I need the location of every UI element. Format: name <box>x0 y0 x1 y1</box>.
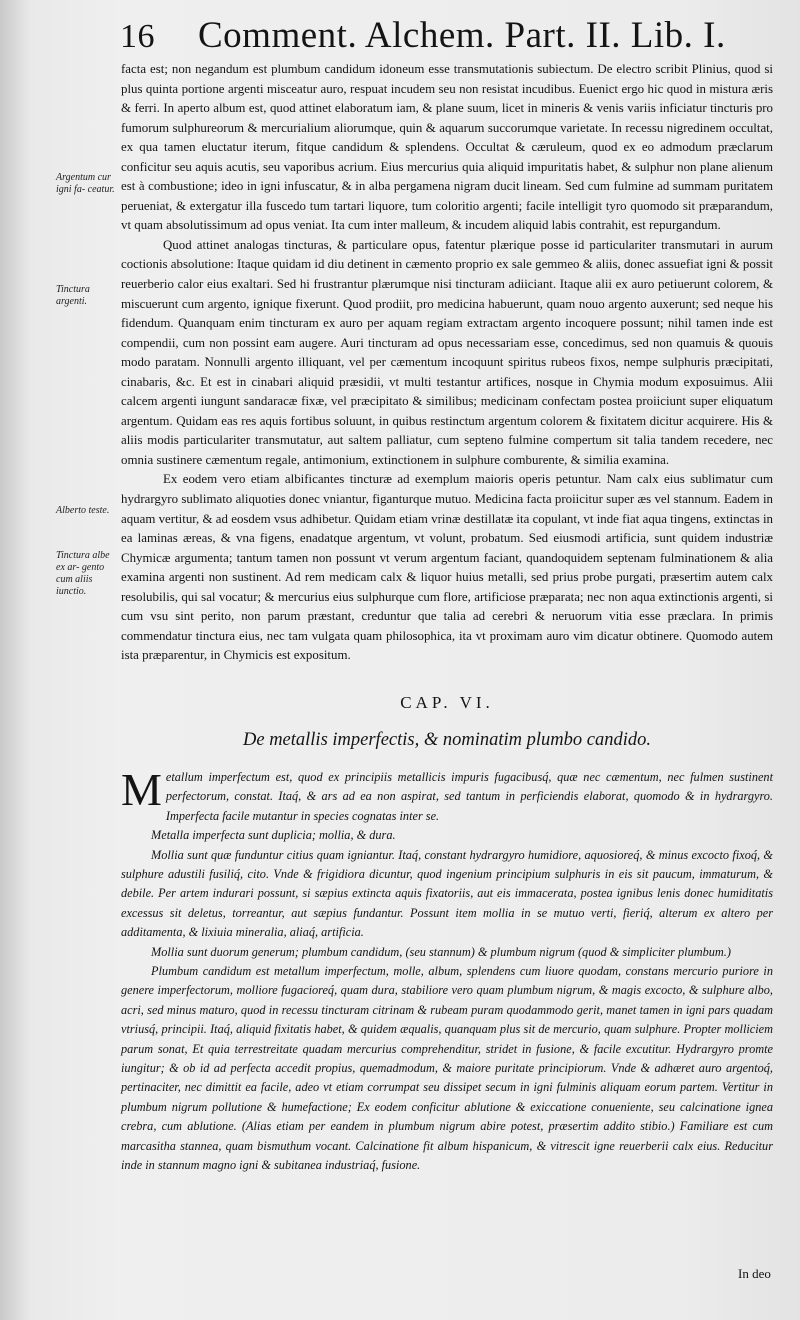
paragraph-text: etallum imperfectum est, quod ex principiis metallicis impuris fugacibusq́, quæ nec cæmentum, nec fulmen sustinent perfectorum, constat. Itaq́, & ars ad ea non aspirat, sed tantum in perficiendis elaborat, quomodo & in hydrargyro. Imperfecta facile mutantur in species cognatas inter se. <box>165 769 773 823</box>
margin-note-alberto: Alberto teste. <box>56 505 110 516</box>
paragraph: facta est; non negandum est plumbum candidum idoneum esse transmutationis subiectum. De electro scribit Plinius, quod si plus quinta portione argenti misceatur auro, respuat incudem seu non resistat incudibus. Euenict ergo hic quod in mistura æris & ferri. In aperto album est, quod attinet elaboratum iam, & plane suum, licet in mineris & venis variis inficiatur tincturis pro fumorum sulphureorum & mercurialium aliorumque, quin & aquarum succorumque varietate. In recessu nigredinem occultat, ex qua tamen eluctatur iterum, fitque candidum & splendens. Occultat & cæruleum, quod ex eo admodum præclarum conficitur seu aquis acutis, seu vaporibus acrium. Eius mercurius quia aliquid impuritatis habet, & sulphur non plane alienum est à combustione; ideo in igni infuscatur, & in alba pergamena nigram ducit lineam. Sed cum fulmine ad summam puritatem perueniat, & extergatur illa fuscedo tum tartari liquore, tum coloritio argenti; facile intelligit tyro quomodo sit præparandum, vt quam absolutissimum ad opus veniat. Ita cum inter malleum, & incudem aliquid labis contrahit, est repurgandum. <box>121 62 773 233</box>
running-head <box>120 14 760 59</box>
paragraph: Mollia sunt quæ funduntur citius quam igniantur. Itaq́, constant hydrargyro humidiore, aquosioreq́, & minus excocto fixoq́, & sulphure adustili fusiliq́, cito. Vnde & frigidiora dicuntur, quod ingenium principium sulphuris in eis sit paucum, immaturum, & debile. Per artem indurari possunt, si sæpius extincta aquis fixatoriis, aut eis immacerata, postea ignibus lenis donec humiditatis excessus sit deletus, torreantur, aut sæpius fundantur. Possunt item mollia in se mutuo verti, fieriq́, alterum ex altero per additamenta, & lixiuia mineralia, aliaq́, artificia. <box>121 847 773 940</box>
margin-note-tinctura-albe: Tinctura albe ex ar- gento cum aliis iunctio. <box>56 550 110 597</box>
paragraph: Metalla imperfecta sunt duplicia; mollia, & dura. <box>151 828 396 843</box>
paragraph: Ex eodem vero etiam albificantes tincturæ ad exemplum maioris operis petuntur. Nam calx eius sublimatur cum hydrargyro sublimato aliquoties donec vniantur, figanturque mutuo. Medicina facta proiicitur super æs vel stannum. Eadem in aquam vertitur, & ad eosdem vsus adhibetur. Quidam etiam vrinæ destillatæ ita copulant, vt inde fiat aqua tingens, extinctas in ea laminas æreas, & vna figens, enadatque argentum, vt volunt, probatum. Sed eiusmodi artificia, sunt quidem industriæ Chymicæ argumenta; tantum tamen non possunt vt verum argentum faciant, quandoquidem septenam fulminationem & alia examina argenti non sustinent. Ad rem medicam calx & liquor huius metalli, sed prius probe purgati, præsertim autem calx resolubilis, qui sal vocatur; & mercurius eius sulphurque cum flore, artificiose præparata; nec non aqua extinctionis argenti, si cum vsu sint perito, non parum præstant, creduntur que talia ad cerebri & neruorum vitia esse præclara. In primis commendatur tinctura eius, nec tam vulgata quam philosophica, ita vt proximam auro vim dicatur obtinere. Quomodo autem ista præparentur, in Chymicis est expositum. <box>121 472 773 663</box>
chapter-number: CAP. VI. <box>400 692 494 712</box>
page-title: Comment. Alchem. Part. II. Lib. I. <box>198 15 726 56</box>
margin-note-tinctura-argenti: Tinctura argenti. <box>56 284 90 307</box>
drop-cap: M <box>121 763 162 815</box>
italic-section <box>121 763 773 1176</box>
text-column <box>121 60 773 1175</box>
paragraph: Mollia sunt duorum generum; plumbum candidum, (seu stannum) & plumbum nigrum (quod & simpliciter plumbum.) <box>151 944 731 959</box>
chapter-title: De metallis imperfectis, & nominatim plumbo candido. <box>243 729 651 750</box>
page-number: 16 <box>120 18 155 55</box>
catchword: In deo <box>738 1266 771 1281</box>
margin-note-argentum: Argentum cur igni fa- ceatur. <box>56 172 115 195</box>
paragraph <box>121 763 773 826</box>
paragraph: Plumbum candidum est metallum imperfectum, molle, album, splendens cum liuore quodam, constans mercurio puriore in genere imperfectorum, molliore fugacioreq́, quam dura, stabiliore vero quam plumbum nigrum, & magis excocto, & sulphure albo, acri, sed minus maturo, quod in recessu tincturam citrinam & rubeam puram quodammodo gerit, manet tamen in igni pars quadam vtriusq́, principii. Itaq́, aliquid fixitatis habet, & quidem æqualis, quanquam plus sit de mercurio, quam sulphure. Propter molliciem parum sonat, Et quia terrestreitate quadam mercurius comprehenditur, stridet in fusione, & facile excutitur. Hydrargyro promte iungitur; & ob id ad perfecta accedit propius, quemadmodum, & maiore puritate principiorum. Vnde & adhæret auro argentoq́, pertinaciter, nec dimittit ea facile, adeo vt etiam corrumpat seu dissipet secum in igni fulminis aliquam eorum partem. Vertitur in plumbum nigrum pollutione & humefactione; Ex eodem conficitur ablutione & exiccatione conueniente, seu calcinatione ignea crebra, cum ablutione. (Alias etiam per eandem in plumbum nigrum abire potest, præsertim addito stibio.) Familiare est cum marcasitha stannea, quam bismuthum vocant. Calcinatione fit album hispanicum, & vitrescit igne reuerberii calx eius. Reducitur inde in stannum magno igni & subitanea industriaq́, fusione. <box>121 964 773 1173</box>
paragraph: Quod attinet analogas tincturas, & particulare opus, fatentur plærique posse id particulariter transmutari in aurum coctionis absolutione: Itaque quidam id diu detinent in cæmento proprio ex sale gemmeo & aliis, donec assuefiat igni & possit reuerberio calor eius exaltari. Sed hi frustrantur plærumque nisi tincturam adiiciant. Itaque alii ex auro petiuerunt colorem, & miscuerunt cum argento, ignique fixerunt. Quod prodiit, pro medicina habuerunt, quam nouo argento auxerunt; sed neque his fidendum. Quanquam enim tincturam ex auro per aquam regiam extractam argento incoquere possunt; nihil tamen inde est compendii, cum non possint eam augere. Auri tincturam ad opus necessariam esse, concedimus, sed non quamuis & quouis modo paratam. Nonnulli argento illiquant, vel per cæmentum incoquunt spiritus rubeos fixos, nempe sulphuris præcipitati, cinabaris, &c. Et est in cinabari aliquid præsidii, vt multi testantur artifices, nosque in Chymia modum exposuimus. Alii calcem argenti iungunt sandaracæ fixæ, vel præcipitato & similibus; medicinam confectam postea proiiciunt super eliquatum argentum. Quidam eas res aquis fortibus soluunt, in quibus restinctum argentum colorem & fixitatem dicitur acquirere. His & aliis modis particulariter transmutatur, aut saltem palliatur, cum septeno fulmine compertum sit talia tandem recedere, nec omnia sustinere cæmentum regale, antimonium, extinctionem in sulphure comburente, & similia examina. <box>121 237 773 467</box>
